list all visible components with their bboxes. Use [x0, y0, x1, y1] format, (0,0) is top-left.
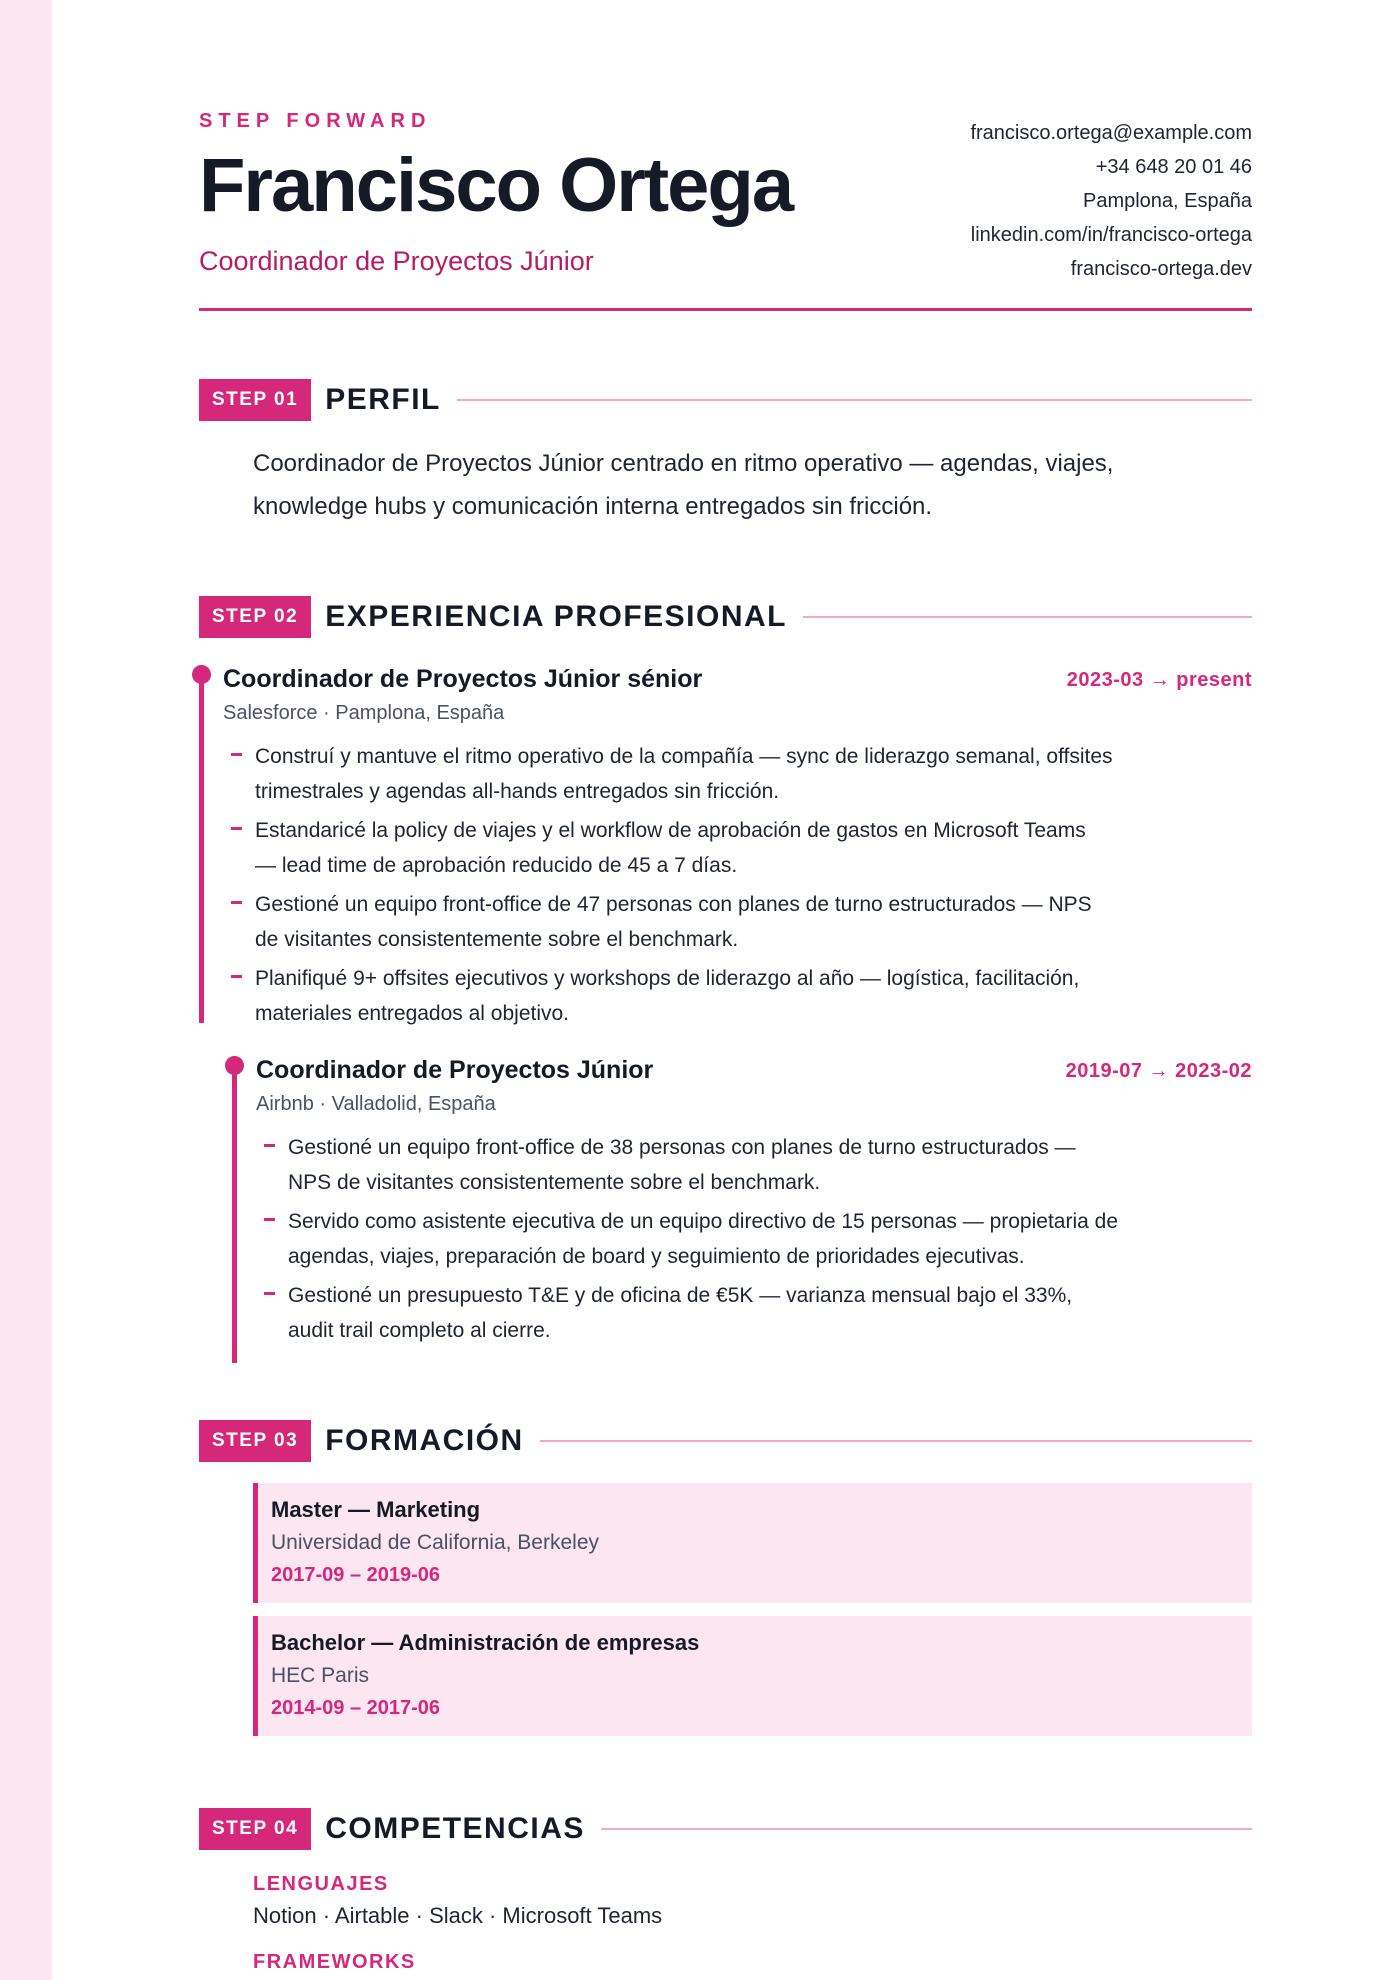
- job-dates: 2023-03 → present: [1066, 669, 1252, 691]
- achievement-item: Construí y mantuve el ritmo operativo de la compañía — sync de liderazgo semanal, offsites trimestrales y agendas all-hands entregados sin fricción.: [255, 739, 1113, 809]
- candidate-role: Coordinador de Proyectos Júnior: [199, 246, 594, 276]
- skill-category-label: LENGUAJES: [253, 1873, 389, 1895]
- section-title: EXPERIENCIA PROFESIONAL: [325, 600, 787, 633]
- education-section: [199, 1419, 1252, 1749]
- achievement-item: Gestioné un equipo front-office de 38 personas con planes de turno estructurados — NPS de visitantes consistentemente sobre el benchmark.: [288, 1130, 1118, 1200]
- timeline-dot: [192, 665, 211, 684]
- experience-entry: [199, 665, 1252, 1035]
- education-entry: [253, 1483, 1252, 1603]
- job-dates: 2019-07 → 2023-02: [1065, 1060, 1252, 1082]
- timeline-line: [232, 1070, 237, 1363]
- skill-category-values: Notion · Airtable · Slack · Microsoft Teams: [253, 1903, 663, 1928]
- experience-section: [199, 595, 1252, 1375]
- section-divider: [803, 616, 1252, 618]
- section-divider: [457, 399, 1252, 401]
- education-degree: Bachelor — Administración de empresas: [271, 1630, 700, 1655]
- decorative-side-band: [0, 0, 52, 1980]
- contact-email[interactable]: francisco.ortega@example.com: [970, 122, 1252, 144]
- achievement-item: Gestioné un equipo front-office de 47 personas con planes de turno estructurados — NPS de visitantes consistentemente sobre el benchmark.: [255, 887, 1113, 957]
- step-badge: STEP 03: [199, 1420, 311, 1462]
- contact-phone[interactable]: +34 648 20 01 46: [1095, 156, 1252, 178]
- education-school: HEC Paris: [271, 1664, 370, 1687]
- contact-linkedin[interactable]: linkedin.com/in/francisco-ortega: [970, 224, 1252, 246]
- skills-section-heading: [199, 1807, 1252, 1851]
- job-achievements: [288, 1130, 1118, 1352]
- profile-summary: [253, 442, 1233, 528]
- job-title: Coordinador de Proyectos Júnior: [256, 1056, 654, 1084]
- education-school: Universidad de California, Berkeley: [271, 1531, 599, 1554]
- section-divider: [540, 1440, 1252, 1442]
- job-achievements: [255, 739, 1113, 1035]
- profile-line: knowledge hubs y comunicación interna entregados sin fricción.: [253, 493, 933, 520]
- contact-block: [970, 116, 1252, 286]
- step-badge: STEP 01: [199, 379, 311, 421]
- contact-location: Pamplona, España: [1082, 190, 1252, 212]
- timeline-line: [199, 679, 204, 1023]
- section-title: FORMACIÓN: [325, 1424, 524, 1457]
- profile-section: [199, 378, 1252, 528]
- section-title: COMPETENCIAS: [325, 1812, 585, 1845]
- experience-section-heading: [199, 595, 1252, 639]
- education-dates: 2014-09 – 2017-06: [271, 1697, 441, 1719]
- job-title: Coordinador de Proyectos Júnior sénior: [223, 665, 703, 693]
- step-badge: STEP 04: [199, 1808, 311, 1850]
- skill-category-label: FRAMEWORKS: [253, 1951, 416, 1973]
- profile-line: Coordinador de Proyectos Júnior centrado en ritmo operativo — agendas, viajes,: [253, 450, 1114, 477]
- section-divider: [601, 1828, 1252, 1830]
- education-dates: 2017-09 – 2019-06: [271, 1564, 441, 1586]
- contact-website[interactable]: francisco-ortega.dev: [1070, 258, 1252, 280]
- step-badge: STEP 02: [199, 596, 311, 638]
- experience-entry: [232, 1056, 1252, 1376]
- resume-header: [199, 108, 1252, 311]
- profile-section-heading: [199, 378, 1252, 422]
- education-section-heading: [199, 1419, 1252, 1463]
- skills-section: [199, 1807, 1252, 1980]
- job-company-location: Airbnb · Valladolid, España: [256, 1093, 496, 1115]
- education-entry: [253, 1616, 1252, 1736]
- candidate-name: Francisco Ortega: [199, 143, 793, 228]
- job-company-location: Salesforce · Pamplona, España: [223, 702, 505, 724]
- education-degree: Master — Marketing: [271, 1497, 481, 1522]
- achievement-item: Planifiqué 9+ offsites ejecutivos y workshops de liderazgo al año — logística, facilitación, materiales entregados al objetivo.: [255, 961, 1113, 1031]
- achievement-item: Gestioné un presupuesto T&E y de oficina de €5K — varianza mensual bajo el 33%, audit trail completo al cierre.: [288, 1278, 1118, 1348]
- header-kicker: STEP FORWARD: [199, 110, 432, 132]
- section-title: PERFIL: [325, 383, 441, 416]
- achievement-item: Servido como asistente ejecutiva de un equipo directivo de 15 personas — propietaria de agendas, viajes, preparación de board y seguimiento de prioridades ejecutivas.: [288, 1204, 1118, 1274]
- timeline-dot: [225, 1056, 244, 1075]
- achievement-item: Estandaricé la policy de viajes y el workflow de aprobación de gastos en Microsoft Teams — lead time de aprobación reducido de 45 a 7 días.: [255, 813, 1113, 883]
